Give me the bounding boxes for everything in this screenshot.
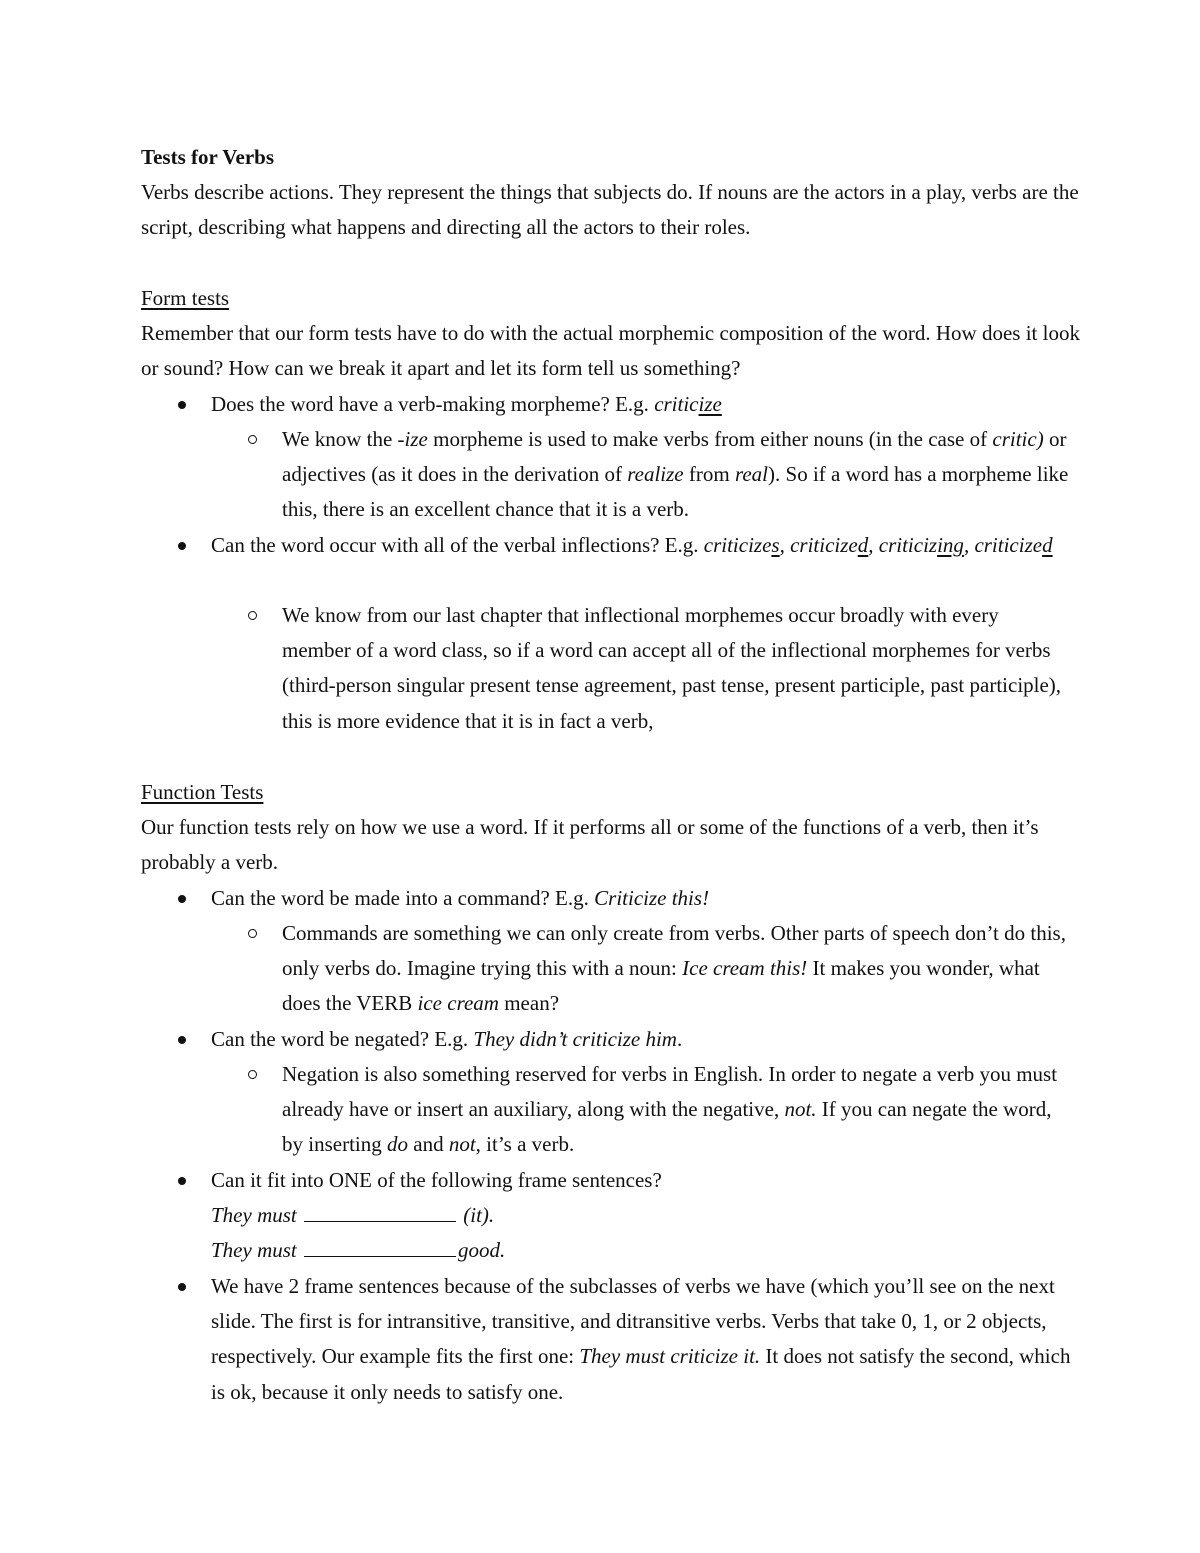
function-sub-command: Commands are something we can only create from verbs. Other parts of speech don’t do this, only verbs do. Imagine trying this with a noun: Ice cream this! It makes you wonder, what does the VERB ice cream mean? — [282, 916, 1072, 1022]
frame-sentence-1: They must (it). — [211, 1203, 495, 1228]
function-bullet-frames: Can it fit into ONE of the following frame sentences? They must (it). They must good. — [211, 1163, 1071, 1269]
function-bullet-negated: Can the word be negated? E.g. They didn’t criticize him. — [211, 1022, 1071, 1057]
function-tests-intro: Our function tests rely on how we use a word. If it performs all or some of the functions of a verb, then it’s probably a verb. — [141, 815, 1039, 875]
page-title: Tests for Verbs — [141, 145, 275, 169]
form-tests-intro: Remember that our form tests have to do with the actual morphemic composition of the word. How does it look or sound? How can we break it apart and let its form tell us something? — [141, 321, 1080, 381]
form-bullet-inflections: Can the word occur with all of the verbal inflections? E.g. criticizes, criticized, criticizing, criticized — [211, 528, 1071, 563]
form-sub-ize: We know the -ize morpheme is used to make verbs from either nouns (in the case of critic) or adjectives (as it does in the derivation of realize from real). So if a word has a morpheme like this, there is an excellent chance that it is a verb. — [282, 422, 1072, 528]
function-sub-negation: Negation is also something reserved for verbs in English. In order to negate a verb you must already have or insert an auxiliary, along with the negative, not. If you can negate the word, by inserting do and not, it’s a verb. — [282, 1057, 1072, 1163]
function-bullet-subclasses: We have 2 frame sentences because of the subclasses of verbs we have (which you’ll see on the next slide. The first is for intransitive, transitive, and ditransitive verbs. Verbs that take 0, 1, or 2 objects, respectively. Our example fits the first one: They must criticize it. It does not satisfy the second, which is ok, because it only needs to satisfy one. — [211, 1269, 1071, 1410]
form-bullet-morpheme: Does the word have a verb-making morpheme? E.g. criticize — [211, 387, 1071, 422]
intro-paragraph: Verbs describe actions. They represent the things that subjects do. If nouns are the actors in a play, verbs are the script, describing what happens and directing all the actors to their roles. — [141, 180, 1079, 240]
form-sub-inflectional: We know from our last chapter that inflectional morphemes occur broadly with every member of a word class, so if a word can accept all of the inflectional morphemes for verbs (third-person singular present tense agreement, past tense, present participle, past participle), this is more evidence that it is in fact a verb, — [282, 598, 1072, 739]
form-tests-heading: Form tests — [141, 286, 230, 310]
function-bullet-command: Can the word be made into a command? E.g. Criticize this! — [211, 881, 1071, 916]
frame-sentence-2: They must good. — [211, 1238, 506, 1263]
function-tests-heading: Function Tests — [141, 780, 264, 804]
